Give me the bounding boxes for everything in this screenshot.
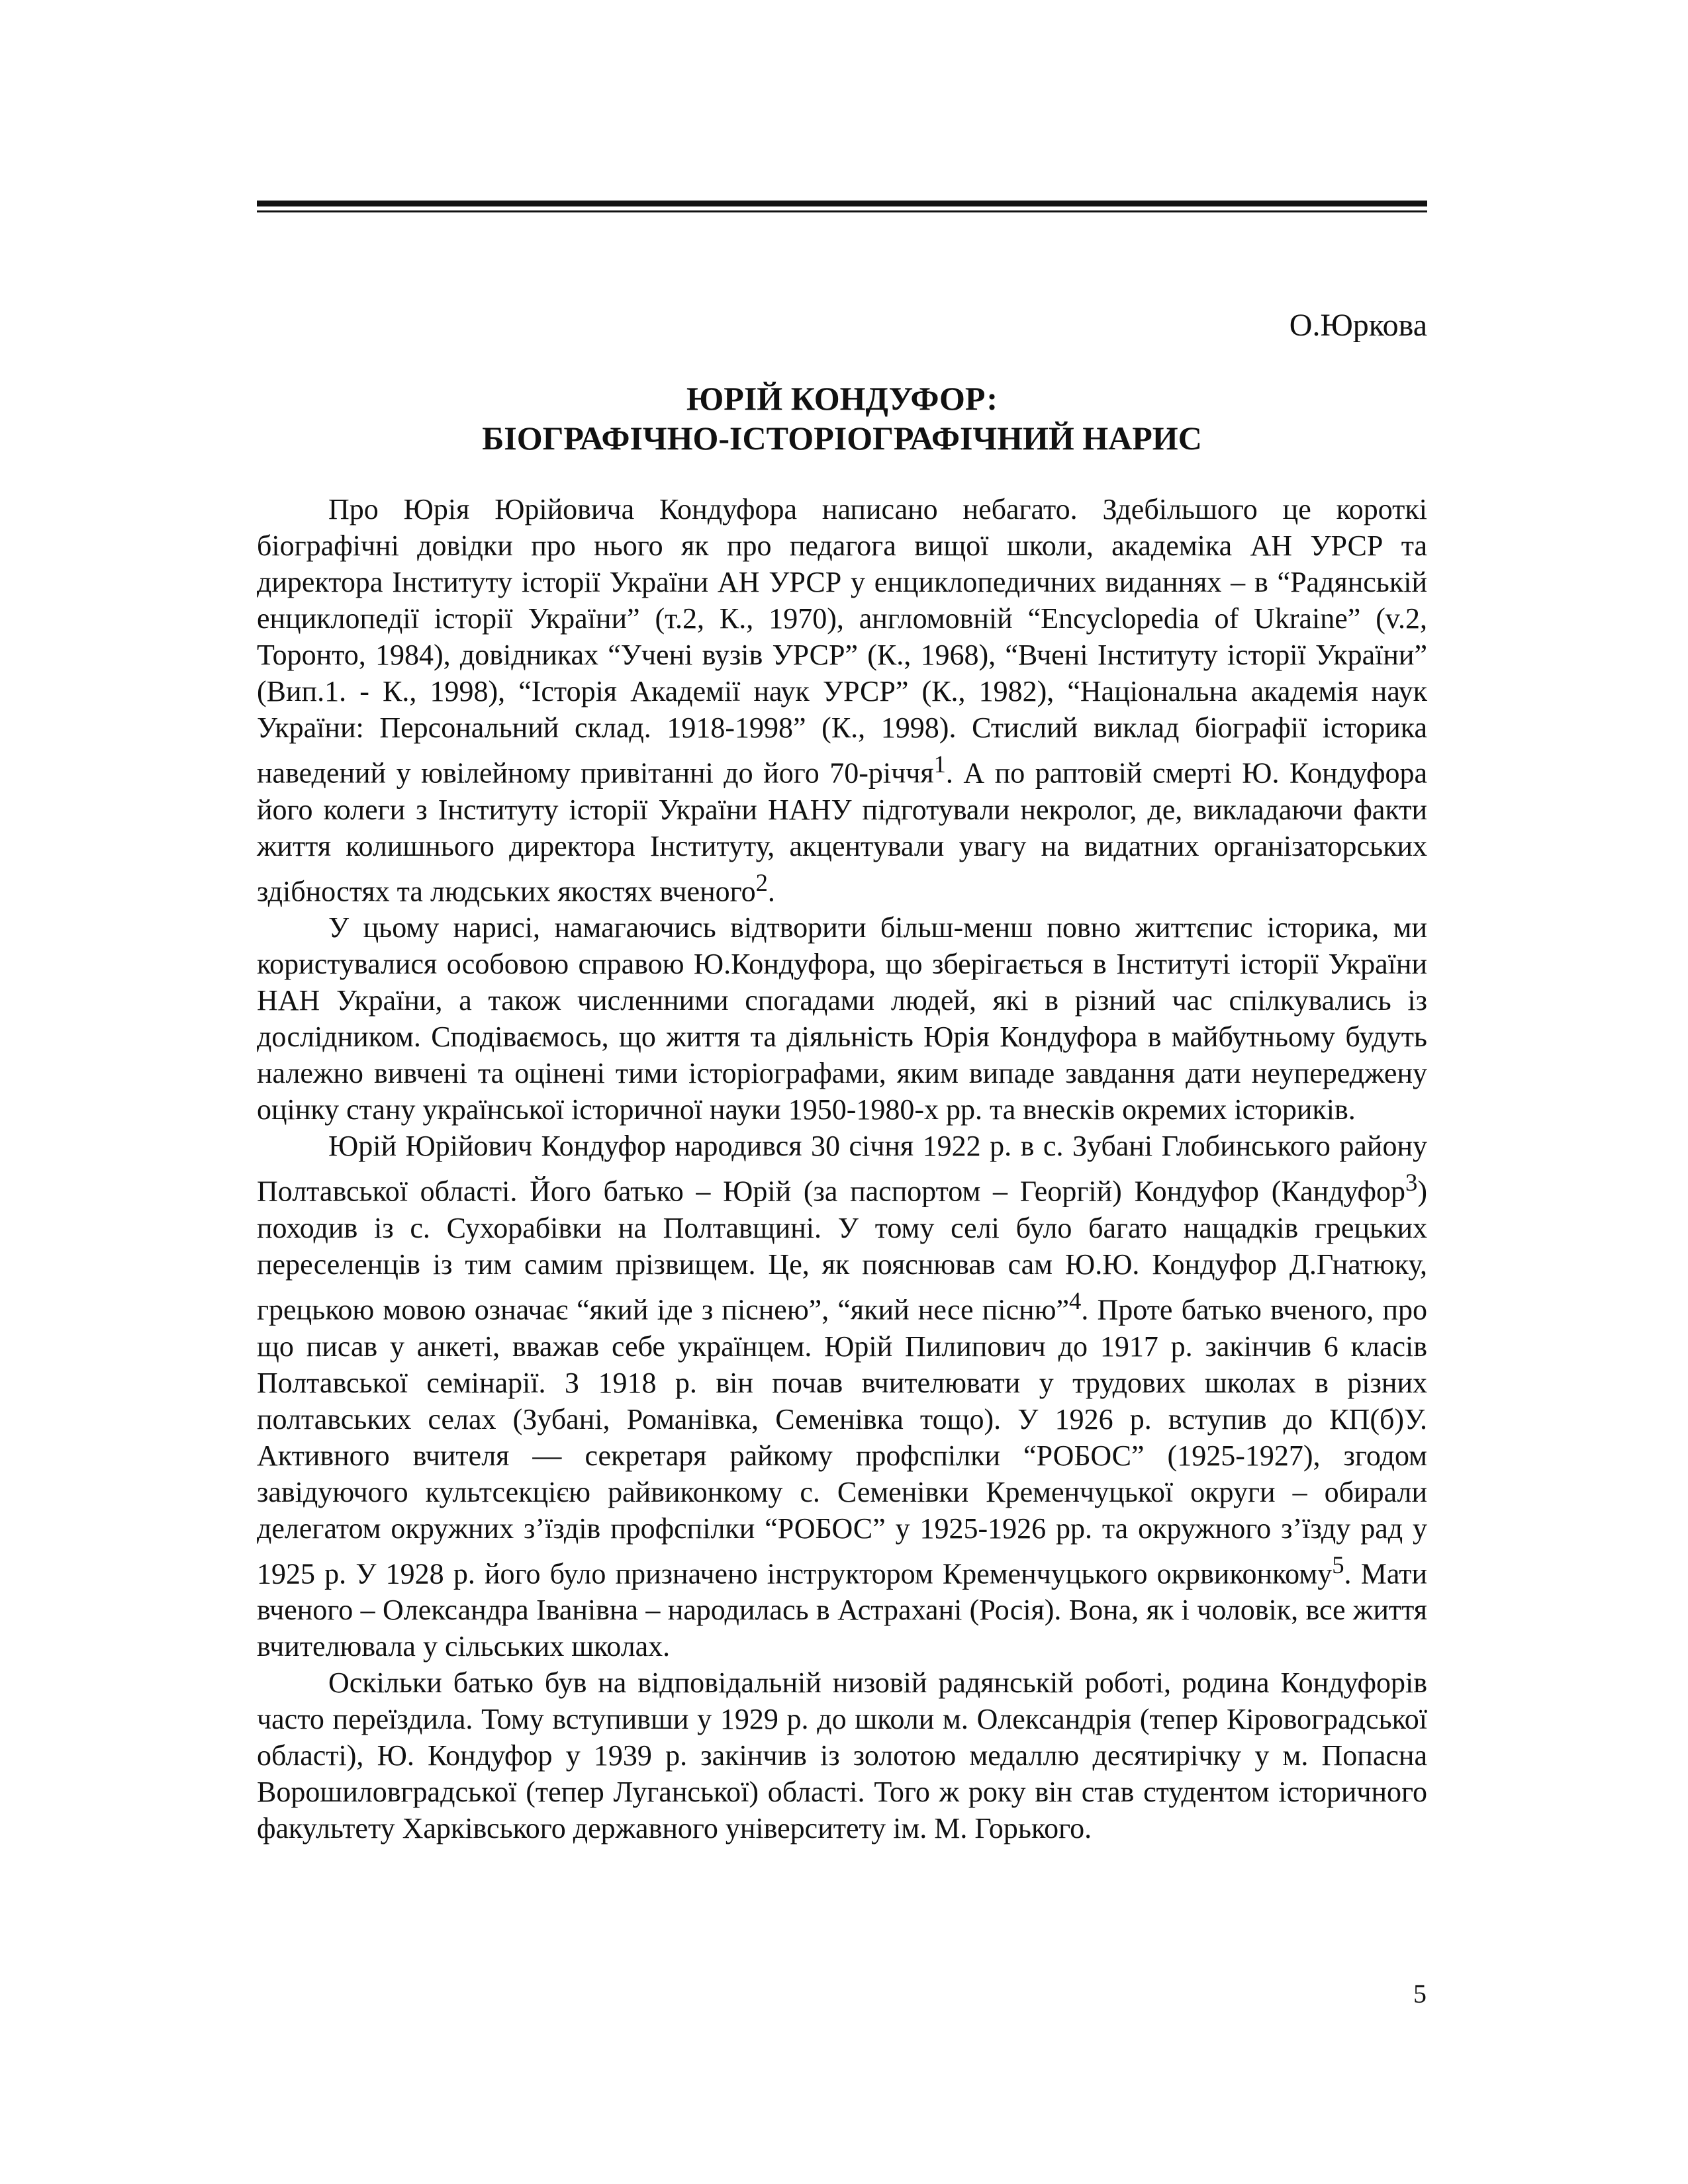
footnote-ref-5: 5 <box>1332 1551 1344 1578</box>
title-line-2: БІОГРАФІЧНО-ІСТОРІОГРАФІЧНИЙ НАРИС <box>482 420 1202 457</box>
footnote-ref-3: 3 <box>1405 1169 1418 1197</box>
page-number: 5 <box>1413 1979 1427 2009</box>
paragraph-4 <box>257 1664 1427 1846</box>
paragraph-text: . А по раптовій смерті Ю. Кондуфора його колеги з Інституту історії України НАНУ підготували некролог, де, викладаючи факти життя колишнього директора Інституту, акцентували увагу на видатних організаторських здібностях та людських якостях вченого <box>257 756 1427 908</box>
header-rule-thick <box>257 201 1427 206</box>
paragraph-text: . <box>767 875 775 908</box>
footnote-ref-1: 1 <box>933 751 946 778</box>
article-title <box>257 379 1427 458</box>
paragraph-text: . Мати вченого – Олександра Іванівна – народилась в Астрахані (Росія). Вона, як і чоловік, все життя вчителювала у сільських школах. <box>257 1557 1427 1663</box>
paragraph-text: ) походив із с. Сухорабівки на Полтавщині. У тому селі було багато нащадків грецьких переселенців із тим самим прізвищем. Це, як пояснював сам Ю.Ю. Кондуфор Д.Гнатюку, грецькою мовою означає “який іде з піснею”, “який несе пісню” <box>257 1175 1427 1326</box>
footnote-ref-2: 2 <box>755 868 768 896</box>
article-body <box>257 491 1427 1846</box>
author-name: О.Юркова <box>1289 308 1427 343</box>
paragraph-text: Юрій Юрійович Кондуфор народився 30 січня 1922 р. в с. Зубані Глобинського району Полтавської області. Його батько – Юрій (за паспортом – Георгій) Кондуфор (Кандуфор <box>257 1130 1427 1208</box>
header-rule-thin <box>257 210 1427 212</box>
paragraph-text: У цьому нарисі, намагаючись відтворити більш-менш повно життєпис історика, ми користувалися особовою справою Ю.Кондуфора, що зберігається в Інституті історії України НАН України, а також численними спогадами людей, які в різний час спілкувались із дослідником. Сподіваємось, що життя та діяльність Юрія Кондуфора в майбутньому будуть належно вивчені та оцінені тими історіографами, яким випаде завдання дати неупереджену оцінку стану української історичної науки 1950-1980-х рр. та внесків окремих істориків. <box>257 911 1427 1126</box>
paragraph-3 <box>257 1128 1427 1664</box>
title-line-1: ЮРІЙ КОНДУФОР: <box>686 380 998 417</box>
paragraph-2 <box>257 909 1427 1128</box>
paragraph-1 <box>257 491 1427 909</box>
footnote-ref-4: 4 <box>1069 1287 1082 1314</box>
paragraph-text: Про Юрія Юрійовича Кондуфора написано небагато. Здебільшого це короткі біографічні довідки про нього як про педагога вищої школи, академіка АН УРСР та директора Інституту історії України АН УРСР у енциклопедичних виданнях – в “Радянській енциклопедії історії України” (т.2, К., 1970), англомовній “Encyclopedia of Ukraine” (v.2, Торонто, 1984), довідниках “Учені вузів УРСР” (К., 1968), “Вчені Інституту історії України” (Вип.1. - К., 1998), “Історія Академії наук УРСР” (К., 1982), “Національна академія наук України: Персональний склад. 1918-1998” (К., 1998). Стислий виклад біографії історика наведений у ювілейному привітанні до його 70-річчя <box>257 493 1427 790</box>
paragraph-text: . Проте батько вченого, про що писав у анкеті, вважав себе українцем. Юрій Пилипович до 1917 р. закінчив 6 класів Полтавської семінарії. З 1918 р. він почав вчителювати у трудових школах в різних полтавських селах (Зубані, Романівка, Семенівка тощо). У 1926 р. вступив до КП(б)У. Активного вчителя — секретаря райкому профспілки “РОБОС” (1925-1927), згодом завідуючого культсекцією райвиконкому с. Семенівки Кременчуцької округи – обирали делегатом окружних з’їздів профспілки “РОБОС” у 1925-1926 рр. та окружного з’їзду рад у 1925 р. У 1928 р. його було призначено інструктором Кременчуцького окрвиконкому <box>257 1293 1427 1590</box>
paragraph-text: Оскільки батько був на відповідальній низовій радянській роботі, родина Кондуфорів часто переїздила. Тому вступивши у 1929 р. до школи м. Олександрія (тепер Кіровоградської області), Ю. Кондуфор у 1939 р. закінчив із золотою медаллю десятирічку у м. Попасна Ворошиловградської (тепер Луганської) області. Того ж року він став студентом історичного факультету Харківського державного університету ім. М. Горького. <box>257 1666 1427 1845</box>
